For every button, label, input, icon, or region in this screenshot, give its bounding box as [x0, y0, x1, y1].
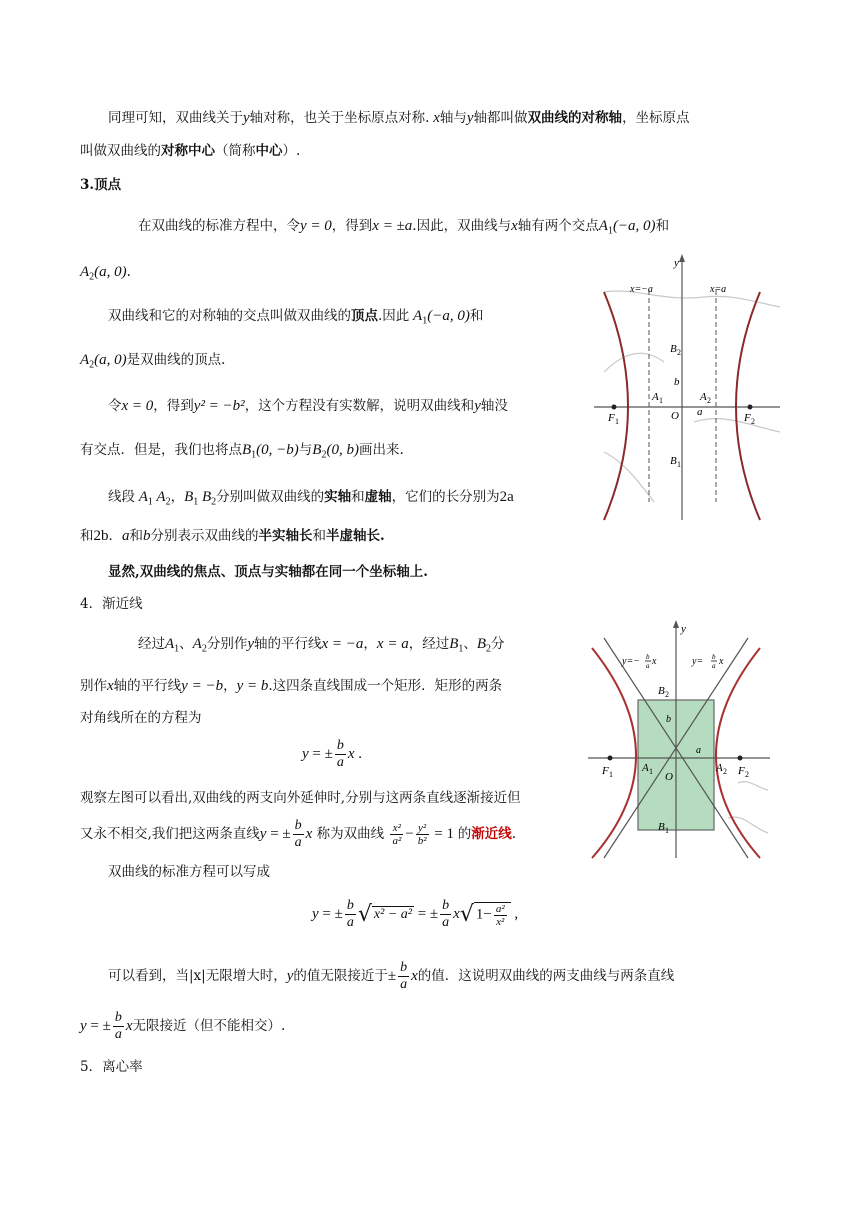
label-a: a	[696, 745, 701, 756]
s3-p7: 线段 $A_1$ $A_2$，$B_1$ $B_2$分别叫做双曲线的实轴和虚轴，它们的长分别为2a	[108, 489, 514, 508]
background-trace	[728, 817, 768, 833]
label-B1: B	[670, 455, 677, 467]
s3-p2: $A_2(a$, 0).	[80, 264, 131, 283]
y-axis-label: y	[674, 257, 679, 269]
s3-p1: 在双曲线的标准方程中，令y = 0，得到x = ±a.因此，双曲线与x轴有两个交点$A_1(-a$, 0)和	[138, 218, 670, 237]
svg-text:1: 1	[665, 826, 669, 835]
label-O: O	[665, 771, 673, 783]
focus-f1-dot	[608, 756, 613, 761]
section4-heading: 4．渐近线	[80, 596, 143, 612]
svg-text:2: 2	[723, 767, 727, 776]
focus-f1-dot	[612, 405, 617, 410]
label-A1: A	[652, 391, 659, 403]
label-B2: B	[658, 685, 665, 697]
label-F1: F	[608, 412, 615, 424]
focus-f2-dot	[748, 405, 753, 410]
svg-text:a: a	[646, 662, 650, 670]
background-trace	[604, 353, 664, 372]
svg-text:2: 2	[707, 396, 711, 405]
label-B2: B	[670, 343, 677, 355]
svg-text:a: a	[712, 662, 716, 670]
hyperbola-vertices-figure	[594, 252, 780, 522]
y-axis-arrow-icon	[673, 620, 679, 628]
s4-p7: 可以看到，当|x|无限增大时，y的值无限接近于± $\frac{b}{a}$ x的值．这说明双曲线的两支曲线与两条直线	[108, 960, 675, 992]
svg-text:b: b	[646, 653, 650, 661]
svg-text:b: b	[712, 653, 716, 661]
label-A2: A	[716, 762, 723, 774]
s4-p1: 经过$A_1$、$A_2$分别作y轴的平行线x = −a，x = a，经过$B_1$、$B_2$分	[138, 636, 505, 655]
s4-p4: 观察左图可以看出,双曲线的两支向外延伸时,分别与这两条直线逐渐接近但	[80, 790, 521, 806]
s4-p3: 对角线所在的方程为	[80, 710, 202, 726]
svg-text:2: 2	[745, 770, 749, 779]
label-x-pos-a: x=a	[710, 284, 727, 295]
section5-heading: 5．离心率	[80, 1059, 143, 1075]
svg-text:1: 1	[615, 417, 619, 426]
label-b: b	[674, 376, 680, 388]
label-a: a	[697, 406, 703, 418]
s4-p2: 别作x轴的平行线y = −b，y = b.这四条直线围成一个矩形．矩形的两条	[80, 678, 503, 694]
s4-eq2: y = ± $\frac{b}{a}$ √ x² − a² = ± $\frac{b}{a}$ x√ 1− $\frac{\text{a²}}{\text{x²}}$ ,	[312, 898, 519, 930]
hyperbola-right-branch	[716, 648, 760, 858]
label-F2: F	[738, 765, 745, 777]
s3-p5: 令x = 0，得到y² = −b²，这个方程没有实数解，说明双曲线和y轴没	[108, 398, 508, 414]
label-O: O	[671, 410, 679, 422]
focus-f2-dot	[738, 756, 743, 761]
s4-p5: 又永不相交,我们把这两条直线y = ± $\frac{b}{a}$ x 称为双曲线 $\frac{\text{x²}}{\text{a²}}$ − $\frac{\text{y²}}{\text{b²}}$ = 1 的渐近线.	[80, 818, 517, 850]
s3-p3: 双曲线和它的对称轴的交点叫做双曲线的顶点.因此 $A_1(-a$, 0)和	[108, 308, 484, 327]
label-asymptote-left: y=−	[622, 656, 640, 667]
s3-p9: 显然,双曲线的焦点、顶点与实轴都在同一个坐标轴上.	[108, 564, 428, 580]
label-A2: A	[700, 391, 707, 403]
s4-p8: y = ± $\frac{b}{a}$ x无限接近（但不能相交）.	[80, 1010, 286, 1042]
para1-line1: 同理可知，双曲线关于y轴对称，也关于坐标原点对称. x轴与y轴都叫做双曲线的对称轴，坐标原点	[108, 110, 690, 126]
hyperbola-asymptotes-figure	[588, 618, 770, 860]
svg-text:1: 1	[677, 460, 681, 469]
s4-eq1: y = ± $\frac{b}{a}$ x .	[302, 738, 363, 770]
s4-p6: 双曲线的标准方程可以写成	[108, 864, 270, 880]
svg-text:2: 2	[665, 690, 669, 699]
svg-text:1: 1	[659, 396, 663, 405]
svg-text:1: 1	[609, 770, 613, 779]
y-axis-label: y	[681, 623, 686, 635]
label-F2: F	[744, 412, 751, 424]
label-F1: F	[602, 765, 609, 777]
section3-heading: 3.顶点	[80, 177, 122, 193]
svg-text:2: 2	[751, 417, 755, 426]
svg-text:x: x	[652, 656, 657, 667]
background-trace	[738, 782, 768, 790]
svg-text:2: 2	[677, 348, 681, 357]
background-trace	[604, 452, 654, 502]
hyperbola-left-branch	[592, 648, 636, 858]
y-axis-arrow-icon	[679, 254, 685, 262]
s3-p8: 和2b．a和b分别表示双曲线的半实轴长和半虚轴长.	[80, 528, 385, 544]
label-A1: A	[642, 762, 649, 774]
para1-line2: 叫做双曲线的对称中心（简称中心）.	[80, 143, 301, 159]
svg-text:x: x	[719, 656, 724, 667]
label-B1: B	[658, 821, 665, 833]
s3-p4: $A_2(a$, 0)是双曲线的顶点.	[80, 352, 226, 371]
label-b: b	[666, 714, 671, 725]
s3-p6: 有交点．但是，我们也将点$B_1(0$, −b)与$B_2(0$, b)画出来.	[80, 442, 404, 461]
label-x-neg-a: x=−a	[630, 284, 653, 295]
label-asymptote-right: y=	[692, 656, 704, 667]
svg-text:1: 1	[649, 767, 653, 776]
